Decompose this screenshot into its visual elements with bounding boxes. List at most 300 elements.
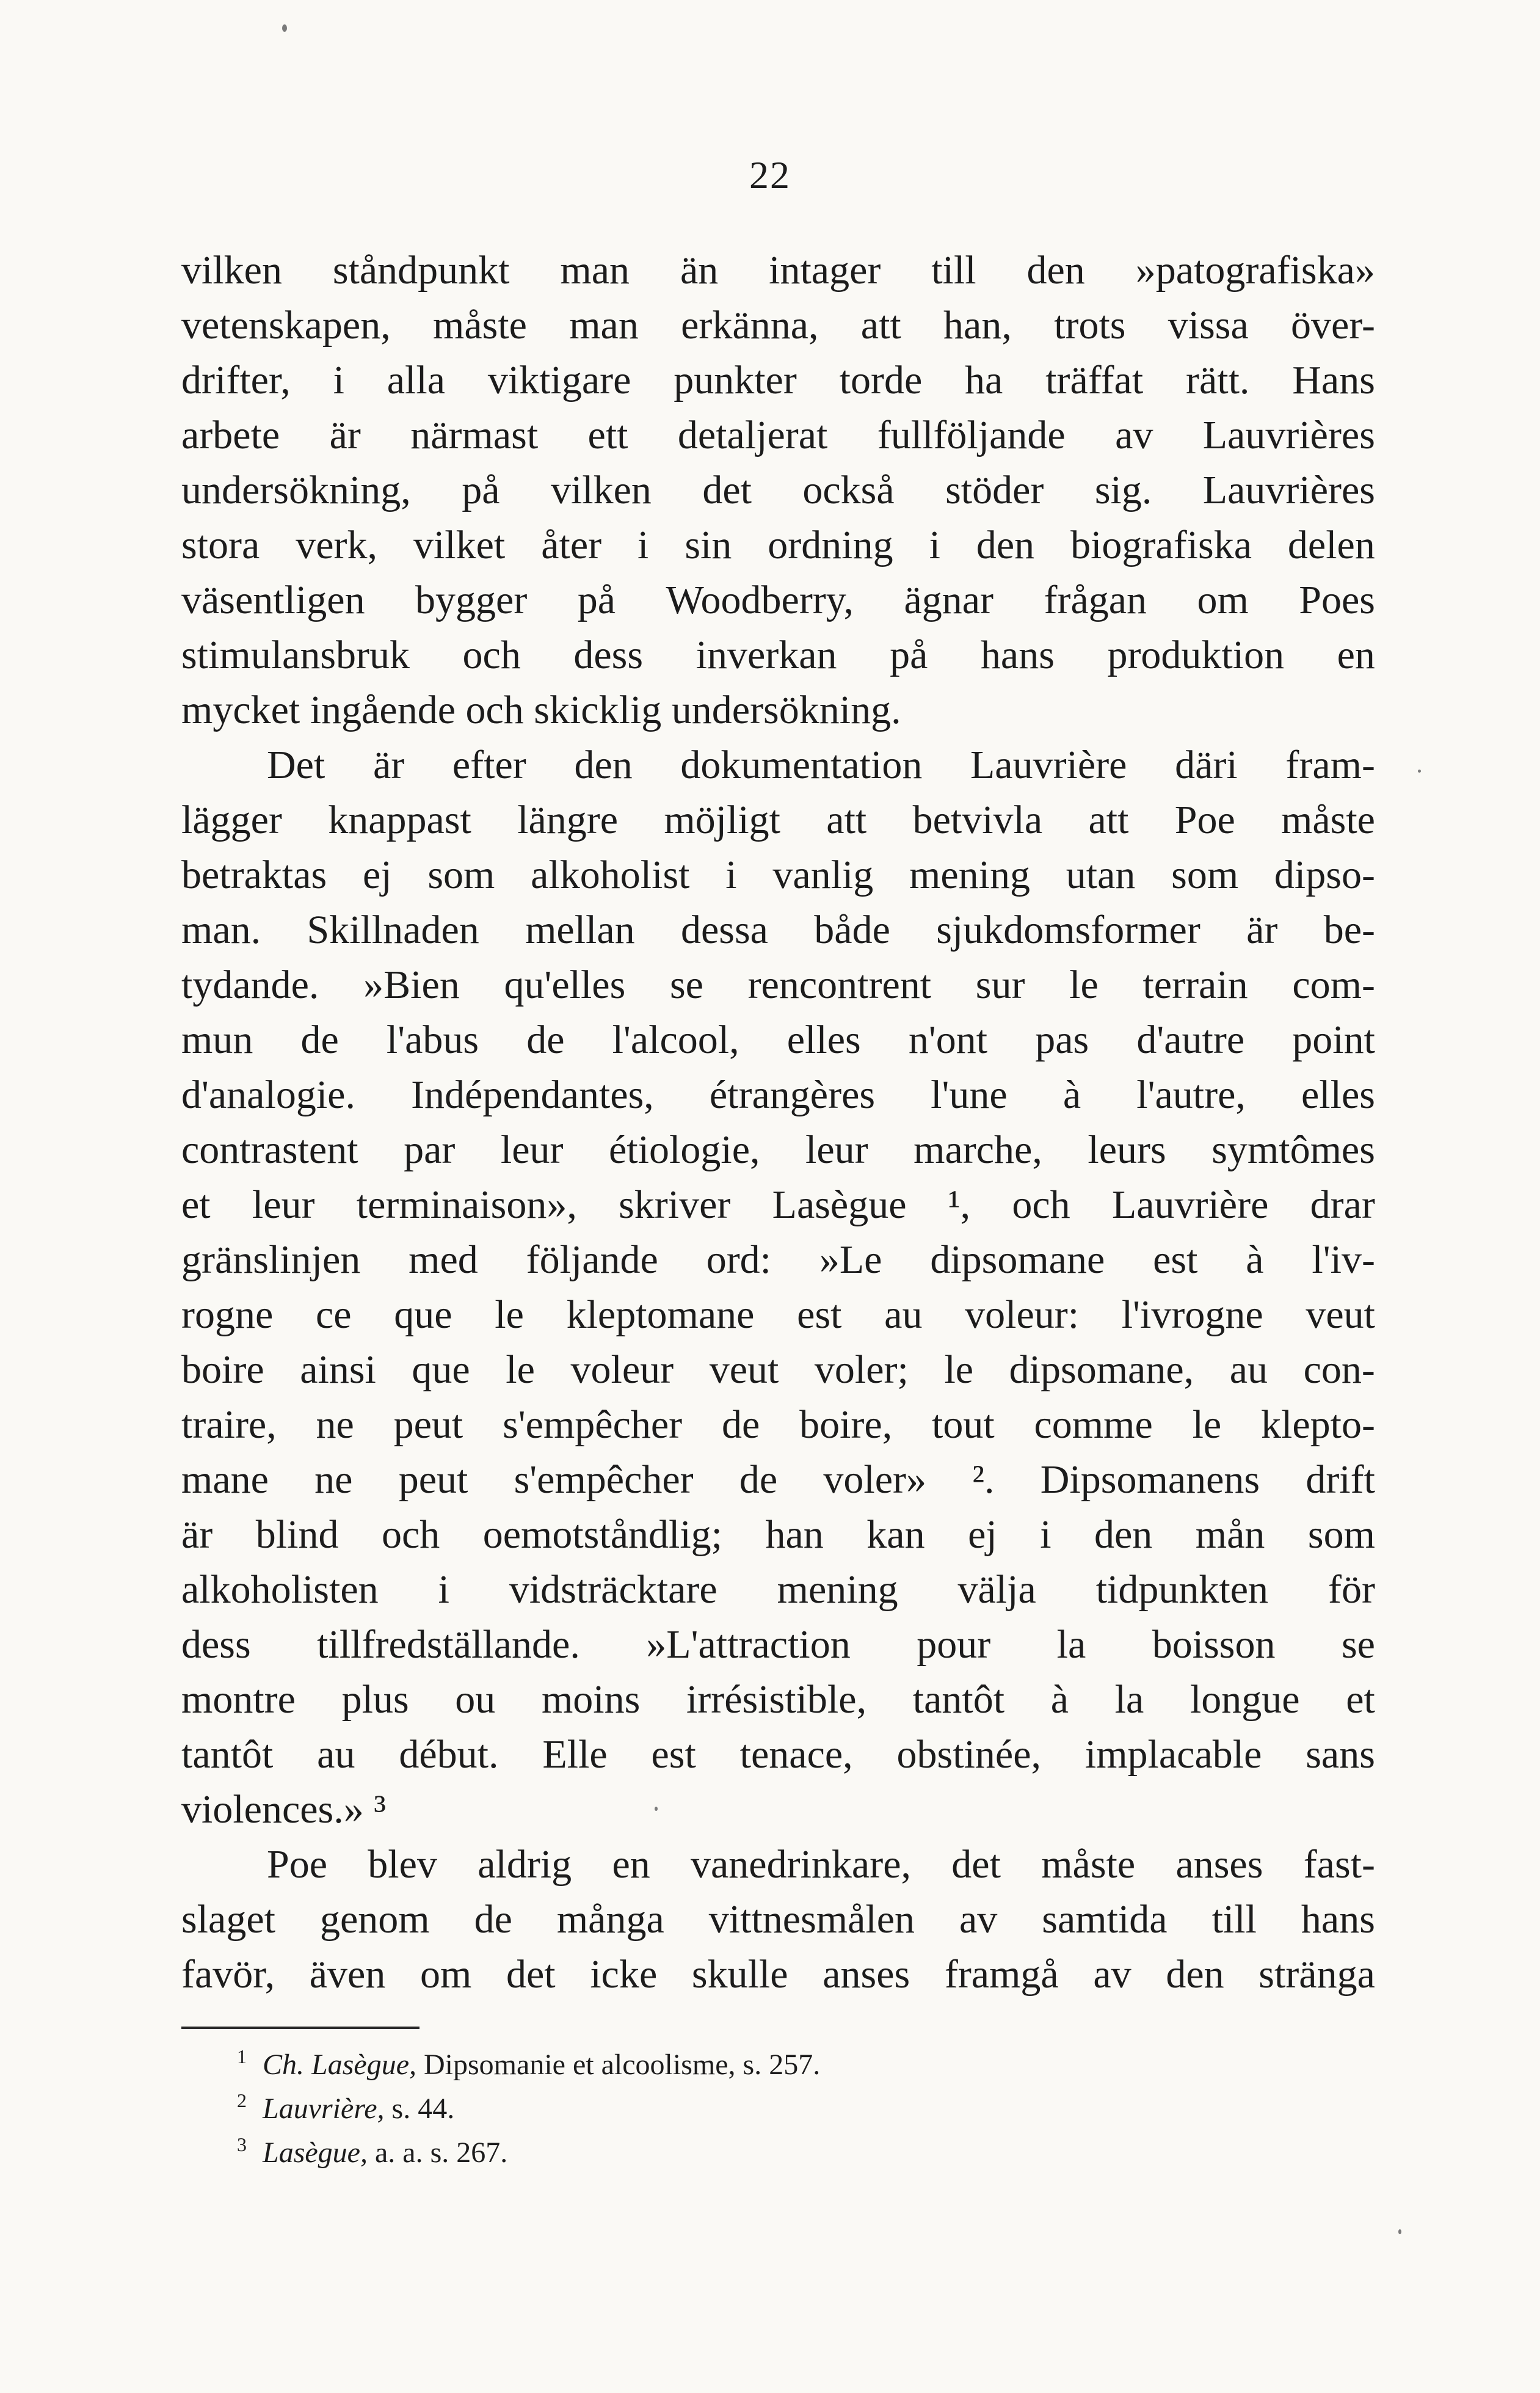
word: klepto- xyxy=(1261,1402,1375,1447)
word: samtida xyxy=(1042,1897,1168,1942)
word: väsentligen xyxy=(181,578,365,622)
word: skriver xyxy=(619,1182,731,1227)
word: l'ivrogne xyxy=(1121,1292,1263,1337)
word: au xyxy=(317,1732,355,1777)
word: mycket xyxy=(181,688,300,732)
text-line xyxy=(181,1507,1375,1562)
word: måste xyxy=(432,303,527,348)
word: be- xyxy=(1323,908,1375,952)
word: följande xyxy=(526,1237,658,1282)
word: comme xyxy=(1034,1402,1153,1447)
word: leurs xyxy=(1088,1127,1166,1172)
word: på xyxy=(462,468,500,512)
word: med xyxy=(409,1237,478,1282)
word: mane xyxy=(181,1457,269,1502)
word: vanedrinkare, xyxy=(691,1842,911,1887)
word: la xyxy=(1114,1677,1144,1722)
footnote-author: Lauvrière, xyxy=(263,2093,385,2125)
page-number: 22 xyxy=(749,153,791,197)
word: tidpunkten xyxy=(1095,1567,1269,1612)
word: voleur: xyxy=(965,1292,1080,1337)
word: att xyxy=(860,303,901,348)
word: obstinée, xyxy=(896,1732,1041,1777)
word: implacable xyxy=(1084,1732,1262,1777)
word: är xyxy=(329,413,361,457)
text-line xyxy=(181,1013,1375,1068)
word: i xyxy=(333,358,344,402)
footnote-number: 2 xyxy=(237,2089,247,2111)
word: dipsomane, xyxy=(1009,1347,1194,1392)
word: det xyxy=(951,1842,1001,1887)
word: pas xyxy=(1035,1018,1089,1062)
word: knappast xyxy=(328,798,471,842)
word: vidsträcktare xyxy=(509,1567,717,1612)
word: vilket xyxy=(413,523,506,567)
word: en xyxy=(1337,633,1375,677)
word: också xyxy=(802,468,895,512)
word: mening xyxy=(909,853,1030,897)
word: étrangères xyxy=(709,1073,876,1117)
word: blind xyxy=(255,1512,339,1557)
word: fram- xyxy=(1285,743,1375,787)
word: som xyxy=(1171,853,1239,897)
word: de xyxy=(721,1402,760,1447)
word: »patografiska» xyxy=(1135,248,1375,293)
word: et xyxy=(181,1182,211,1227)
scan-speck xyxy=(655,1807,658,1811)
word: ce xyxy=(315,1292,352,1337)
word: vilken xyxy=(550,468,652,512)
word: sans xyxy=(1306,1732,1375,1777)
word: violences.» xyxy=(181,1787,364,1832)
word: aldrig xyxy=(478,1842,572,1887)
word: sjukdomsformer xyxy=(936,908,1200,952)
word: le xyxy=(1069,963,1099,1007)
word: av xyxy=(959,1897,998,1942)
text-line xyxy=(181,738,1375,793)
word: Poe xyxy=(1174,798,1235,842)
scan-speck xyxy=(282,24,287,32)
word: längre xyxy=(517,798,619,842)
word: ej xyxy=(362,853,392,897)
word: veut xyxy=(1306,1292,1375,1337)
text-line xyxy=(181,1123,1375,1178)
word: däri xyxy=(1175,743,1238,787)
word: Lasègue xyxy=(772,1182,907,1227)
word: bygger xyxy=(415,578,528,622)
word: kan xyxy=(866,1512,925,1557)
word: erkänna, xyxy=(681,303,819,348)
footnote-text: s. 44. xyxy=(391,2093,455,2125)
word: måste xyxy=(1281,798,1375,842)
word: verk, xyxy=(296,523,378,567)
footnote-author: Lasègue, xyxy=(263,2136,368,2169)
word: är xyxy=(1246,908,1278,952)
word: pour xyxy=(917,1622,991,1667)
word: étiologie, xyxy=(609,1127,760,1172)
word: av xyxy=(1115,413,1153,457)
word: que xyxy=(412,1347,470,1392)
word: vittnesmålen xyxy=(708,1897,915,1942)
word: tantôt xyxy=(181,1732,274,1777)
word: voler; xyxy=(814,1347,909,1392)
word: l'une xyxy=(931,1073,1008,1117)
word: traire, xyxy=(181,1402,277,1447)
word: elles xyxy=(786,1018,861,1062)
word: la xyxy=(1056,1622,1086,1667)
word: framgå xyxy=(944,1952,1059,1997)
word: mun xyxy=(181,1018,253,1062)
word: är xyxy=(372,743,405,787)
word: Woodberry, xyxy=(666,578,854,622)
word: est xyxy=(797,1292,842,1337)
word: genom xyxy=(319,1897,430,1942)
text-line xyxy=(181,1452,1375,1507)
word: au xyxy=(1229,1347,1268,1392)
word: av xyxy=(1093,1952,1131,1997)
word: till xyxy=(931,248,976,293)
word: le xyxy=(495,1292,524,1337)
word: arbete xyxy=(181,413,280,457)
word: d'analogie. xyxy=(181,1073,355,1117)
word: n'ont xyxy=(908,1018,988,1062)
word: peut xyxy=(393,1402,463,1447)
word: tantôt xyxy=(912,1677,1005,1722)
text-line xyxy=(181,628,1375,683)
word: att xyxy=(1088,798,1129,842)
word: montre xyxy=(181,1677,296,1722)
word: träffat xyxy=(1045,358,1144,402)
text-line xyxy=(181,848,1375,903)
word: Lauvrière xyxy=(1111,1182,1269,1227)
word: i xyxy=(929,523,940,567)
word: oemotståndlig; xyxy=(482,1512,723,1557)
word: ett xyxy=(587,413,628,457)
word: detaljerat xyxy=(677,413,828,457)
footnote-divider xyxy=(181,2027,420,2029)
word: drar xyxy=(1310,1182,1375,1227)
word: möjligt xyxy=(664,798,780,842)
word: den xyxy=(976,523,1035,567)
word: le xyxy=(506,1347,535,1392)
word: vetenskapen, xyxy=(181,303,391,348)
word: den xyxy=(1166,1952,1224,1997)
text-line xyxy=(181,1342,1375,1397)
word: con- xyxy=(1303,1347,1375,1392)
word: tout xyxy=(932,1402,995,1447)
word: skulle xyxy=(691,1952,788,1997)
word: är xyxy=(181,1512,213,1557)
scan-speck xyxy=(1418,770,1421,773)
word: tydande. xyxy=(181,963,319,1007)
word: han, xyxy=(943,303,1012,348)
word: ståndpunkt xyxy=(332,248,510,293)
footnote-author: Ch. Lasègue, xyxy=(263,2049,416,2081)
word: moins xyxy=(541,1677,641,1722)
word: ingående xyxy=(310,688,456,732)
text-line xyxy=(181,353,1375,408)
word: skicklig xyxy=(534,688,662,732)
word: efter xyxy=(452,743,526,787)
word: ej xyxy=(968,1512,997,1557)
word: ainsi xyxy=(300,1347,376,1392)
text-line xyxy=(181,1562,1375,1617)
word: punkter xyxy=(674,358,797,402)
word: à xyxy=(1050,1677,1069,1722)
word: trots xyxy=(1054,303,1126,348)
word: ordning xyxy=(768,523,893,567)
word: rätt. xyxy=(1185,358,1250,402)
word: biografiska xyxy=(1070,523,1252,567)
word: som xyxy=(427,853,495,897)
word: delen xyxy=(1287,523,1375,567)
scan-speck xyxy=(1398,2229,1401,2234)
word: blev xyxy=(368,1842,437,1887)
word: terrain xyxy=(1142,963,1248,1007)
word: alla xyxy=(387,358,445,402)
word: betvivla xyxy=(912,798,1043,842)
word: dess xyxy=(181,1622,251,1667)
word: på xyxy=(577,578,616,622)
word: produktion xyxy=(1107,633,1285,677)
word: à xyxy=(1246,1237,1264,1282)
word: en xyxy=(612,1842,650,1887)
word: point xyxy=(1292,1018,1375,1062)
word: den xyxy=(1026,248,1085,293)
word: torde xyxy=(839,358,923,402)
text-line xyxy=(181,1837,1375,1892)
text-line xyxy=(181,408,1375,463)
word: frågan xyxy=(1044,578,1147,622)
word: ou xyxy=(455,1677,496,1722)
word: till xyxy=(1211,1897,1257,1942)
word: est xyxy=(651,1732,696,1777)
word: vilken xyxy=(181,248,282,293)
word: intager xyxy=(769,248,881,293)
text-line xyxy=(181,1288,1375,1342)
text-line xyxy=(181,463,1375,518)
word: om xyxy=(420,1952,472,1997)
word: det xyxy=(506,1952,556,1997)
text-line xyxy=(181,903,1375,958)
word: Poes xyxy=(1299,578,1375,622)
word: även xyxy=(309,1952,386,1997)
word: au xyxy=(884,1292,923,1337)
word: att xyxy=(826,798,867,842)
word: och xyxy=(465,688,524,732)
word: de xyxy=(526,1018,565,1062)
word: rogne xyxy=(181,1292,274,1337)
word: fullföljande xyxy=(877,413,1066,457)
word: i xyxy=(438,1567,449,1612)
word: voler» xyxy=(823,1457,927,1502)
word: än xyxy=(680,248,719,293)
word: vanlig xyxy=(772,853,874,897)
text-line xyxy=(181,1947,1375,2002)
footnote xyxy=(237,2087,820,2131)
word: début. xyxy=(399,1732,499,1777)
word: och xyxy=(462,633,521,677)
text-line xyxy=(181,243,1375,298)
footnote xyxy=(237,2043,821,2087)
word: marche, xyxy=(913,1127,1042,1172)
word: dessa xyxy=(681,908,768,952)
word: boire, xyxy=(799,1402,893,1447)
word: ne xyxy=(314,1457,353,1502)
word: Hans xyxy=(1292,358,1375,402)
body-text xyxy=(181,243,1375,2002)
word: över- xyxy=(1291,303,1375,348)
word: i xyxy=(725,853,737,897)
word: s'empêcher xyxy=(514,1457,694,1502)
word: le xyxy=(944,1347,974,1392)
word: symtômes xyxy=(1211,1127,1375,1172)
word: icke xyxy=(590,1952,658,1997)
footnote-text: a. a. s. 267. xyxy=(374,2136,508,2169)
word: »Bien xyxy=(363,963,460,1007)
word: Lauvrières xyxy=(1202,468,1375,512)
word: à xyxy=(1062,1073,1081,1117)
word: hans xyxy=(980,633,1055,677)
word: lägger xyxy=(181,798,282,842)
word: alkoholist xyxy=(531,853,690,897)
word: »Le xyxy=(819,1237,882,1282)
word: välja xyxy=(957,1567,1036,1612)
word: Det xyxy=(267,743,325,787)
word: »L'attraction xyxy=(646,1622,851,1667)
word: alkoholisten xyxy=(181,1567,379,1612)
word: Dipsomanens xyxy=(1040,1457,1260,1502)
text-line xyxy=(181,298,1375,353)
text-line xyxy=(181,793,1375,848)
word: många xyxy=(556,1897,664,1942)
footnote-number: 1 xyxy=(237,2045,247,2067)
word: vissa xyxy=(1168,303,1249,348)
word: och xyxy=(1012,1182,1070,1227)
word: s'empêcher xyxy=(503,1402,683,1447)
word: dokumentation xyxy=(680,743,923,787)
word: Poe xyxy=(267,1842,327,1887)
word: Indépendantes, xyxy=(411,1073,654,1117)
text-line xyxy=(181,958,1375,1013)
word: plus xyxy=(341,1677,409,1722)
word: voleur xyxy=(570,1347,674,1392)
word: irrésistible, xyxy=(686,1677,867,1722)
word: leur xyxy=(500,1127,564,1172)
word: dipso- xyxy=(1274,853,1375,897)
word: i xyxy=(637,523,649,567)
footnote-text: Dipsomanie et alcoolisme, s. 257. xyxy=(424,2049,821,2081)
word: terminaison», xyxy=(356,1182,577,1227)
word: han xyxy=(765,1512,824,1557)
word: måste xyxy=(1041,1842,1136,1887)
word: de xyxy=(739,1457,778,1502)
word: ². xyxy=(972,1457,995,1502)
text-line xyxy=(181,683,1375,738)
word: för xyxy=(1328,1567,1375,1612)
word: på xyxy=(890,633,928,677)
word: tenace, xyxy=(739,1732,853,1777)
word: boisson xyxy=(1152,1622,1276,1667)
word: mening xyxy=(777,1567,898,1612)
word: utan xyxy=(1066,853,1136,897)
word: l'iv- xyxy=(1312,1237,1375,1282)
word: se xyxy=(669,963,703,1007)
text-line xyxy=(181,1617,1375,1672)
word: boire xyxy=(181,1347,264,1392)
text-line xyxy=(181,573,1375,628)
word: leur xyxy=(805,1127,868,1172)
text-line xyxy=(181,518,1375,573)
word: ord: xyxy=(706,1237,772,1282)
word: den xyxy=(574,743,633,787)
word: veut xyxy=(709,1347,779,1392)
word: åter xyxy=(541,523,602,567)
word: mellan xyxy=(525,908,635,952)
word: Lauvrières xyxy=(1202,413,1375,457)
word: om xyxy=(1197,578,1249,622)
word: de xyxy=(300,1018,339,1062)
word: stränga xyxy=(1259,1952,1375,1997)
text-line xyxy=(181,1068,1375,1123)
word: longue xyxy=(1190,1677,1300,1722)
word: inverkan xyxy=(696,633,837,677)
word: ne xyxy=(316,1402,354,1447)
word: dess xyxy=(573,633,644,677)
word: com- xyxy=(1292,963,1375,1007)
word: sin xyxy=(685,523,732,567)
word: och xyxy=(381,1512,440,1557)
word: Lauvrière xyxy=(970,743,1127,787)
word: l'alcool, xyxy=(612,1018,739,1062)
word: ha xyxy=(965,358,1003,402)
word: Elle xyxy=(542,1732,608,1777)
text-line xyxy=(181,1892,1375,1947)
word: hans xyxy=(1301,1897,1375,1942)
word: det xyxy=(702,468,752,512)
word: som xyxy=(1307,1512,1375,1557)
word: stöder xyxy=(945,468,1044,512)
word: qu'elles xyxy=(504,963,626,1007)
word: undersökning. xyxy=(671,688,901,732)
word: stimulansbruk xyxy=(181,633,410,677)
word: favör, xyxy=(181,1952,275,1997)
word: anses xyxy=(823,1952,910,1997)
word: undersökning, xyxy=(181,468,411,512)
word: dipsomane xyxy=(930,1237,1105,1282)
word: l'autre, xyxy=(1136,1073,1246,1117)
word: par xyxy=(404,1127,456,1172)
word: que xyxy=(394,1292,452,1337)
text-line xyxy=(181,1727,1375,1782)
word: Skillnaden xyxy=(307,908,479,952)
word: tillfredställande. xyxy=(317,1622,580,1667)
word: sur xyxy=(975,963,1025,1007)
word: anses xyxy=(1175,1842,1263,1887)
word: slaget xyxy=(181,1897,275,1942)
text-line xyxy=(181,1178,1375,1233)
word: man xyxy=(569,303,639,348)
word: både xyxy=(814,908,890,952)
word: ¹, xyxy=(948,1182,971,1227)
word: l'abus xyxy=(386,1018,479,1062)
word: drift xyxy=(1306,1457,1375,1502)
word: se xyxy=(1341,1622,1375,1667)
word: ³ xyxy=(374,1787,387,1832)
word: de xyxy=(474,1897,512,1942)
word: d'autre xyxy=(1136,1018,1245,1062)
word: mån xyxy=(1195,1512,1265,1557)
